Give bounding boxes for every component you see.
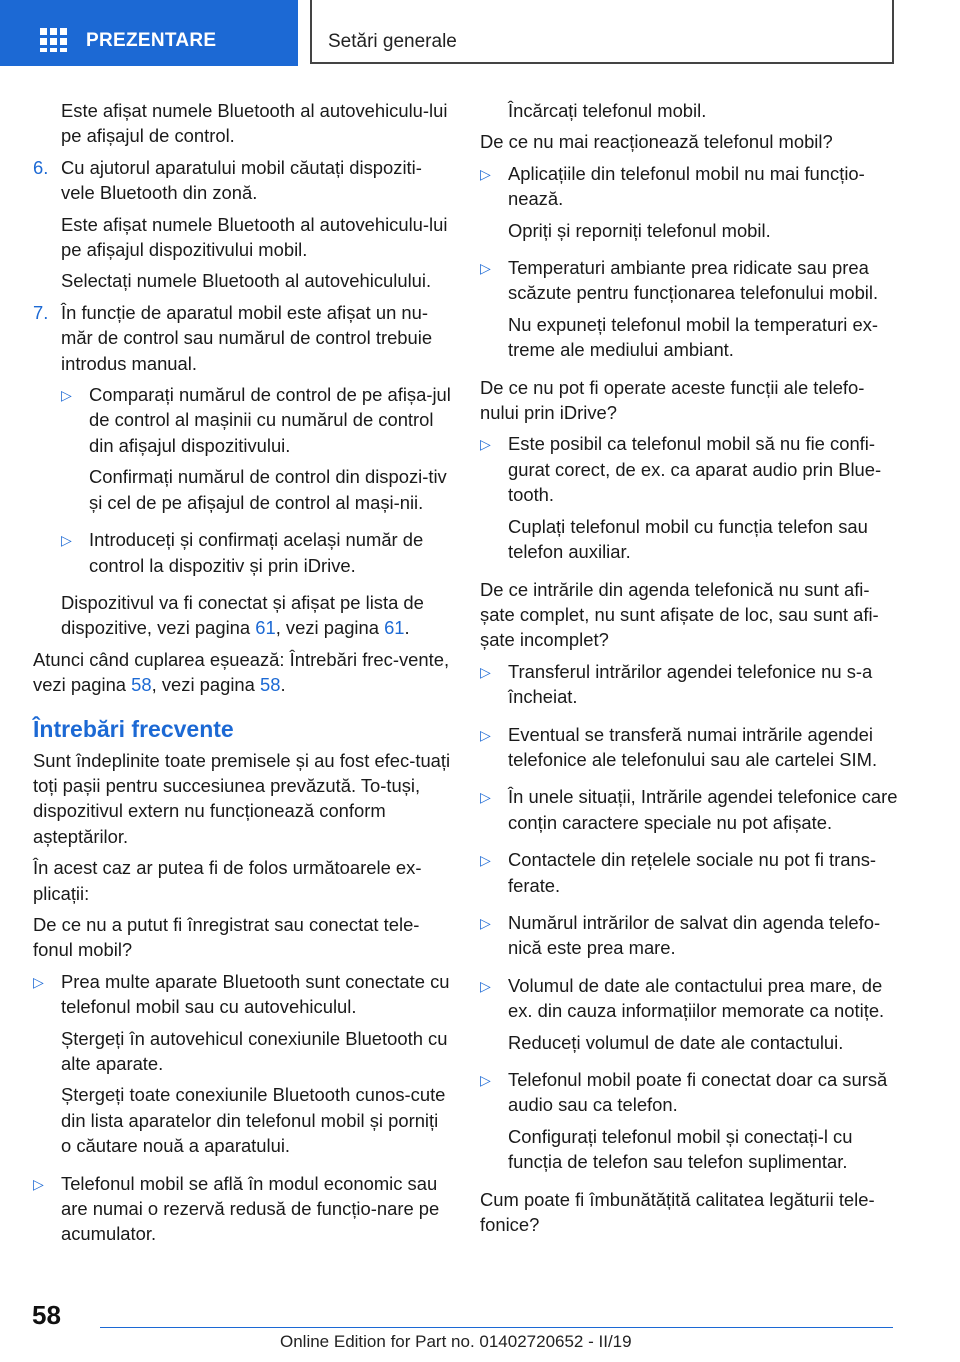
list-item <box>480 161 900 249</box>
question: De ce intrările din agenda telefonică nu sunt afi-șate complet, nu sunt afișate de loc, sau sunt afi-șate incomplet? <box>480 578 879 651</box>
step-number: 6. <box>33 156 49 178</box>
bullet-text: În unele situații, Intrările agendei telefonice care conțin caractere speciale nu pot afișate. <box>508 786 898 833</box>
list-item <box>480 431 900 570</box>
section-tab[interactable] <box>0 0 298 66</box>
bullet-text: Contactele din rețelele sociale nu pot fi trans-ferate. <box>508 849 877 896</box>
paragraph: În acest caz ar putea fi de folos următoarele ex-plicații: <box>33 857 422 904</box>
list-item <box>480 659 900 716</box>
bullet-triangle-icon: ▷ <box>480 914 491 931</box>
paragraph <box>33 647 453 698</box>
list-item <box>480 973 900 1061</box>
step-text: Cu ajutorul aparatului mobil căutați dispoziti-vele Bluetooth din zonă. <box>61 156 422 204</box>
list-item <box>480 784 900 841</box>
bullet-text: Volumul de date ale contactului prea mare, de ex. din cauza informațiilor memorate ca notițe. <box>508 974 885 1022</box>
bullet-text: Prea multe aparate Bluetooth sunt conectate cu telefonul mobil sau cu autovehiculul. <box>61 970 450 1018</box>
page-link[interactable]: 61 <box>384 617 405 639</box>
paragraph: Sunt îndeplinite toate premisele și au fost efec-tuați toți pașii pentru succesiunea prevăzută. To-tuși, dispozitivul extern nu funcționează conform așteptărilor. <box>33 749 451 847</box>
bullet-text: Este posibil ca telefonul mobil să nu fie confi-gurat corect, de ex. ca aparat audio prin Blue-tooth. <box>508 433 882 506</box>
text: Dispozitivul va fi conectat și afișat pe lista de dispozitive, vezi pagina <box>61 591 424 639</box>
right-column <box>480 98 900 1243</box>
paragraph: Configurați telefonul mobil și conectați-l cu funcția de telefon sau telefon suplimentar. <box>508 1125 853 1173</box>
section-heading: Întrebări frecvente <box>33 715 234 742</box>
text: . <box>280 674 286 696</box>
question: De ce nu a putut fi înregistrat sau conectat tele-fonul mobil? <box>33 913 420 961</box>
paragraph: Este afișat numele Bluetooth al autovehiculu-lui pe afișajul dispozitivului mobil. <box>61 213 448 261</box>
question: De ce nu pot fi operate aceste funcții ale telefo-nului prin iDrive? <box>480 376 865 424</box>
bullet-triangle-icon: ▷ <box>480 789 491 806</box>
step-text: În funcție de aparatul mobil este afișat un nu-măr de control sau numărul de control trebuie introdus manual. <box>61 301 433 374</box>
bullet-text: Temperaturi ambiante prea ridicate sau prea scăzute pentru funcționarea telefonului mobil. <box>508 257 879 304</box>
bullet-text: Transferul intrărilor agendei telefonice nu s-a încheiat. <box>508 660 873 708</box>
text: Atunci când cuplarea eșuează: Întrebări frec-vente, vezi pagina <box>33 648 450 696</box>
section-tab-label: PREZENTARE <box>86 30 217 51</box>
text: , vezi pagina <box>151 674 260 696</box>
bullet-text: Telefonul mobil se află în modul economic sau are numai o rezervă redusă de funcțio-nare pe acumulator. <box>61 1172 440 1245</box>
bullet-text: Numărul intrărilor de salvat din agenda telefo-nică este prea mare. <box>508 911 881 959</box>
text: , vezi pagina <box>275 617 385 639</box>
bullet-triangle-icon: ▷ <box>61 387 72 404</box>
bullet-triangle-icon: ▷ <box>480 260 491 277</box>
page-link[interactable]: 58 <box>131 674 152 696</box>
list-item <box>480 847 900 904</box>
bullet-triangle-icon: ▷ <box>480 663 491 680</box>
list-item <box>33 1171 453 1253</box>
chapter-tab[interactable] <box>310 0 894 64</box>
paragraph: Confirmați numărul de control din dispozi-tiv și cel de pe afișajul de control al mași-nii. <box>89 466 447 513</box>
list-item <box>480 1067 900 1181</box>
paragraph: Este afișat numele Bluetooth al autovehiculu-lui pe afișajul de control. <box>61 100 448 147</box>
left-column <box>33 98 453 1259</box>
paragraph: Selectați numele Bluetooth al autovehiculului. <box>61 270 432 292</box>
grid-menu-icon <box>40 28 68 52</box>
step-7 <box>33 300 453 647</box>
page-link[interactable]: 61 <box>255 617 276 639</box>
list-item <box>33 969 453 1165</box>
page-link[interactable]: 58 <box>260 674 281 696</box>
bullet-text: Introduceți și confirmați același număr de control la dispozitiv și prin iDrive. <box>89 529 424 576</box>
page-number: 58 <box>32 1300 61 1330</box>
bullet-triangle-icon: ▷ <box>480 977 491 994</box>
bullet-text: Telefonul mobil poate fi conectat doar ca sursă audio sau ca telefon. <box>508 1069 888 1116</box>
bullet-triangle-icon: ▷ <box>480 165 491 182</box>
bullet-triangle-icon: ▷ <box>480 1072 491 1088</box>
bullet-triangle-icon: ▷ <box>480 436 491 453</box>
question: De ce nu mai reacționează telefonul mobil? <box>480 131 833 153</box>
paragraph: Cuplați telefonul mobil cu funcția telefon sau telefon auxiliar. <box>508 515 868 563</box>
chapter-tab-label: Setări generale <box>328 31 457 52</box>
list-item <box>480 910 900 967</box>
paragraph: Ștergeți toate conexiunile Bluetooth cunos-cute din lista aparatelor din telefonul mobil și porniți o căutare nouă a aparatului. <box>61 1084 446 1157</box>
bullet-triangle-icon: ▷ <box>480 852 491 869</box>
paragraph: Opriți și reporniți telefonul mobil. <box>508 219 771 241</box>
bullet-triangle-icon: ▷ <box>33 1175 44 1192</box>
footer-divider <box>100 1327 893 1328</box>
paragraph: Încărcați telefonul mobil. <box>508 100 707 121</box>
paragraph: Ștergeți în autovehicul conexiunile Bluetooth cu alte aparate. <box>61 1027 448 1074</box>
paragraph <box>61 590 453 641</box>
bullet-text: Comparați numărul de control de pe afișa-jul de control al mașinii cu numărul de control din afișajul dispozitivului. <box>89 384 451 456</box>
bullet-text: Aplicațiile din telefonul mobil nu mai funcțio-nează. <box>508 162 865 210</box>
footer-edition: Online Edition for Part no. 01402720652 - II/19 <box>280 1332 632 1351</box>
step-6 <box>33 155 453 300</box>
list-item <box>480 255 900 369</box>
list-item <box>480 722 900 779</box>
bullet-triangle-icon: ▷ <box>61 532 72 549</box>
list-item <box>61 527 453 584</box>
page-header <box>0 0 960 66</box>
step-number: 7. <box>33 301 49 323</box>
list-item <box>61 382 453 521</box>
paragraph: Nu expuneți telefonul mobil la temperaturi ex-treme ale mediului ambiant. <box>508 313 879 361</box>
bullet-text: Eventual se transferă numai intrările agendei telefonice ale telefonului sau ale cartelei SIM. <box>508 723 878 770</box>
bullet-triangle-icon: ▷ <box>33 973 44 990</box>
question: Cum poate fi îmbunătățită calitatea legăturii tele-fonice? <box>480 1188 875 1236</box>
text: . <box>404 617 410 639</box>
bullet-triangle-icon: ▷ <box>480 726 491 743</box>
paragraph: Reduceți volumul de date ale contactului. <box>508 1031 844 1053</box>
